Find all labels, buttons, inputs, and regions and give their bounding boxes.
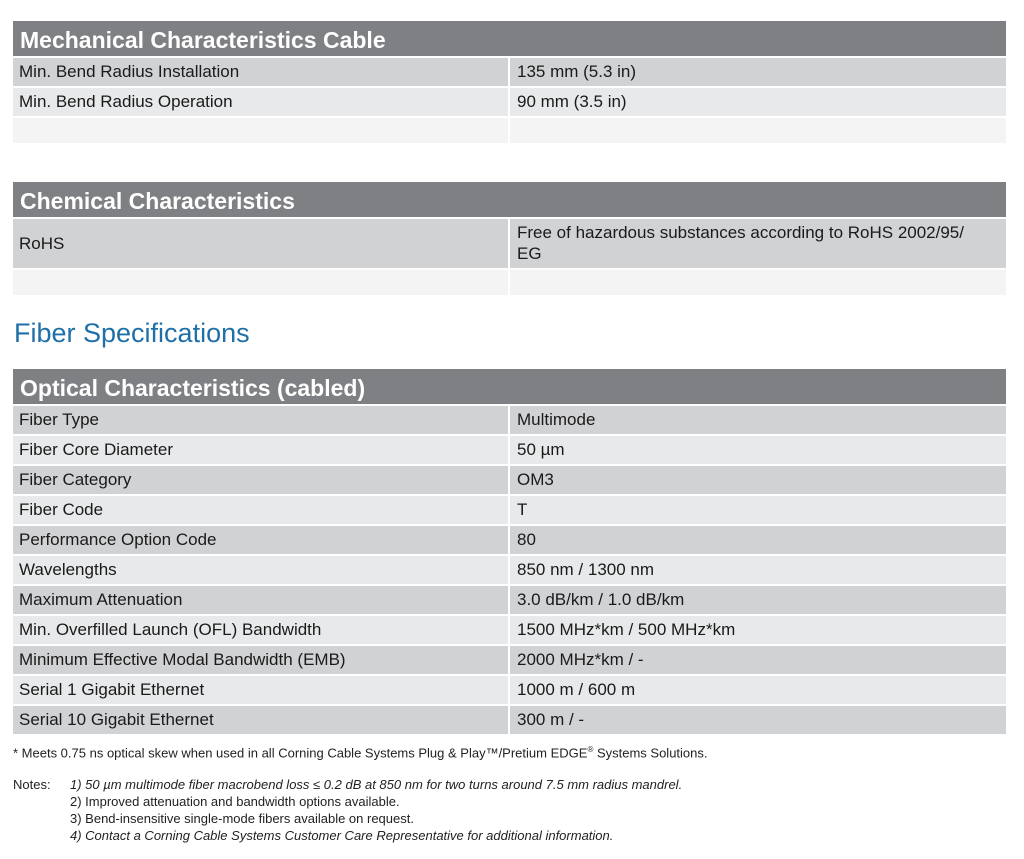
notes-label: Notes: <box>13 777 51 792</box>
blank-row <box>13 270 1006 297</box>
blank-row <box>13 118 1006 145</box>
registered-mark: ® <box>587 745 594 754</box>
table-row <box>13 526 1006 556</box>
footnote <box>13 745 708 760</box>
table-row <box>13 436 1006 466</box>
row-value: 1000 m / 600 m <box>508 676 1006 704</box>
row-label: Wavelengths <box>13 556 508 584</box>
fiber-specifications-title: Fiber Specifications <box>14 318 250 348</box>
blank-cell <box>508 270 1006 295</box>
row-value: 300 m / - <box>508 706 1006 734</box>
optical-table <box>13 369 1006 736</box>
table-row <box>13 58 1006 88</box>
row-value-line: Free of hazardous substances according to RoHS 2002/95/ <box>517 223 964 242</box>
row-label: Fiber Type <box>13 406 508 434</box>
table-row <box>13 646 1006 676</box>
mechanical-table <box>13 21 1006 145</box>
table-row <box>13 88 1006 118</box>
row-label: Fiber Core Diameter <box>13 436 508 464</box>
chemical-table <box>13 182 1006 297</box>
blank-cell <box>13 118 508 143</box>
row-label: Fiber Category <box>13 466 508 494</box>
table-row <box>13 219 1006 270</box>
table-row <box>13 556 1006 586</box>
footnote-tail: Systems Solutions. <box>593 745 708 761</box>
row-label: Serial 10 Gigabit Ethernet <box>13 706 508 734</box>
row-label: RoHS <box>13 219 508 268</box>
row-label: Min. Bend Radius Installation <box>13 58 508 86</box>
row-value: 135 mm (5.3 in) <box>508 58 1006 86</box>
row-label: Performance Option Code <box>13 526 508 554</box>
table-row <box>13 406 1006 436</box>
blank-cell <box>508 118 1006 143</box>
row-value: T <box>508 496 1006 524</box>
table-row <box>13 586 1006 616</box>
table-row <box>13 706 1006 736</box>
row-value: 2000 MHz*km / - <box>508 646 1006 674</box>
row-label: Minimum Effective Modal Bandwidth (EMB) <box>13 646 508 674</box>
row-value: Multimode <box>508 406 1006 434</box>
note-item: 3) Bend-insensitive single-mode fibers available on request. <box>70 811 414 826</box>
row-value: 850 nm / 1300 nm <box>508 556 1006 584</box>
row-label: Serial 1 Gigabit Ethernet <box>13 676 508 704</box>
row-value <box>508 219 1006 268</box>
row-value: OM3 <box>508 466 1006 494</box>
optical-heading: Optical Characteristics (cabled) <box>13 369 1006 406</box>
row-value: 3.0 dB/km / 1.0 dB/km <box>508 586 1006 614</box>
table-row <box>13 496 1006 526</box>
row-value: 1500 MHz*km / 500 MHz*km <box>508 616 1006 644</box>
table-row <box>13 616 1006 646</box>
row-value-line: EG <box>517 244 542 263</box>
notes-list <box>70 776 682 844</box>
row-label: Min. Overfilled Launch (OFL) Bandwidth <box>13 616 508 644</box>
row-value: 50 µm <box>508 436 1006 464</box>
row-value: 90 mm (3.5 in) <box>508 88 1006 116</box>
mechanical-heading: Mechanical Characteristics Cable <box>13 21 1006 58</box>
row-label: Fiber Code <box>13 496 508 524</box>
note-item: 4) Contact a Corning Cable Systems Customer Care Representative for additional information. <box>70 828 614 843</box>
footnote-text: * Meets 0.75 ns optical skew when used in all Corning Cable Systems Plug & Play™/Pretium EDGE <box>13 745 588 761</box>
row-value: 80 <box>508 526 1006 554</box>
blank-cell <box>13 270 508 295</box>
row-label: Maximum Attenuation <box>13 586 508 614</box>
table-row <box>13 466 1006 496</box>
chemical-heading: Chemical Characteristics <box>13 182 1006 219</box>
note-item: 1) 50 µm multimode fiber macrobend loss ≤ 0.2 dB at 850 nm for two turns around 7.5 mm radius mandrel. <box>70 777 683 792</box>
table-row <box>13 676 1006 706</box>
row-label: Min. Bend Radius Operation <box>13 88 508 116</box>
note-item: 2) Improved attenuation and bandwidth options available. <box>70 794 400 809</box>
